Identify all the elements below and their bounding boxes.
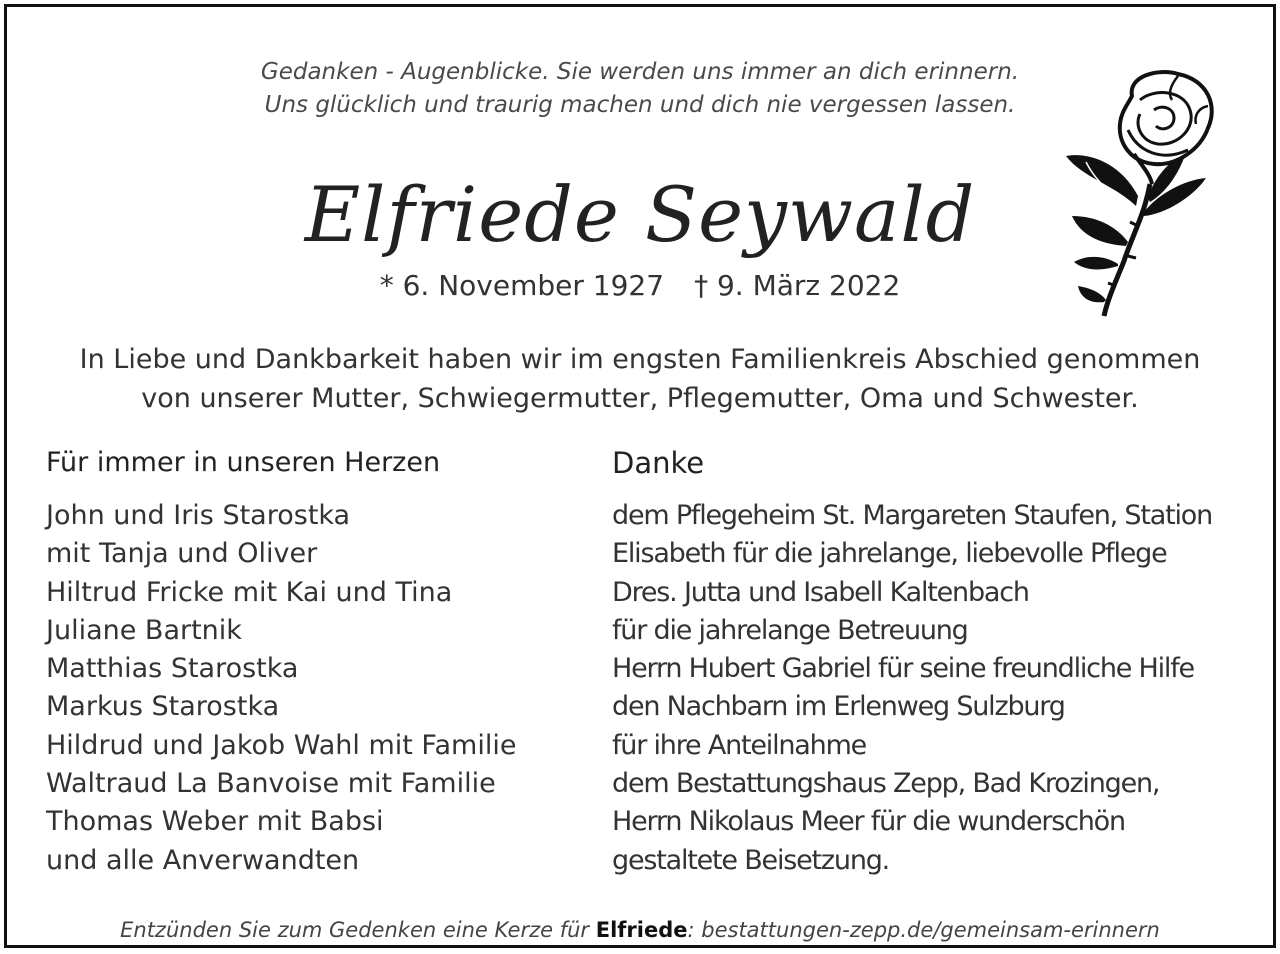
family-line: Matthias Starostka: [46, 653, 299, 685]
footer-link[interactable]: : bestattungen-zepp.de/gemeinsam-erinnern: [687, 918, 1160, 942]
thanks-line: Herrn Nikolaus Meer für die wunderschön: [612, 806, 1125, 838]
life-dates: [0, 268, 1280, 304]
thanks-line: Dres. Jutta und Isabell Kaltenbach: [612, 576, 1029, 608]
family-line: John und Iris Starostka: [46, 500, 351, 531]
thanks-line: für die jahrelange Betreuung: [612, 614, 968, 646]
thanks-line: den Nachbarn im Erlenweg Sulzburg: [612, 691, 1065, 723]
intro-line-2: von unserer Mutter, Schwiegermutter, Pflegemutter, Oma und Schwester.: [141, 383, 1139, 414]
thanks-heading: Danke: [612, 446, 705, 480]
family-heading: Für immer in unseren Herzen: [46, 447, 441, 478]
quote-line-1: Gedanken - Augenblicke. Sie werden uns immer an dich erinnern.: [260, 59, 1020, 85]
footer-prefix: Entzünden Sie zum Gedenken eine Kerze für: [120, 918, 596, 942]
footer-name: Elfriede: [595, 918, 688, 942]
death-date: † 9. März 2022: [694, 269, 901, 302]
quote-line-2: Uns glücklich und traurig machen und dich nie vergessen lassen.: [264, 92, 1016, 118]
thanks-line: dem Pflegeheim St. Margareten Staufen, Station: [612, 500, 1213, 531]
thanks-line: für ihre Anteilnahme: [612, 729, 867, 761]
family-line: und alle Anverwandten: [46, 844, 360, 876]
thanks-line: Elisabeth für die jahrelange, liebevolle Pflege: [612, 538, 1167, 570]
thanks-line: Herrn Hubert Gabriel für seine freundliche Hilfe: [612, 653, 1194, 685]
candle-footer: [0, 914, 1280, 946]
family-line: Thomas Weber mit Babsi: [46, 806, 384, 838]
family-line: Hiltrud Fricke mit Kai und Tina: [46, 576, 453, 608]
thanks-column: [612, 445, 1252, 880]
family-line: Waltraud La Banvoise mit Familie: [46, 768, 496, 800]
farewell-statement: [0, 340, 1280, 418]
birth-date: * 6. November 1927: [379, 269, 665, 302]
family-line: Juliane Bartnik: [46, 614, 242, 646]
family-column: [46, 445, 586, 880]
intro-line-1: In Liebe und Dankbarkeit haben wir im engsten Familienkreis Abschied genommen: [79, 344, 1201, 375]
thanks-line: gestaltete Beisetzung.: [612, 844, 890, 876]
family-line: Hildrud und Jakob Wahl mit Familie: [46, 729, 517, 761]
family-line: Markus Starostka: [46, 691, 280, 723]
deceased-name: Elfriede Seywald: [304, 170, 976, 259]
thanks-line: dem Bestattungshaus Zepp, Bad Krozingen,: [612, 768, 1160, 800]
family-line: mit Tanja und Oliver: [46, 538, 318, 570]
